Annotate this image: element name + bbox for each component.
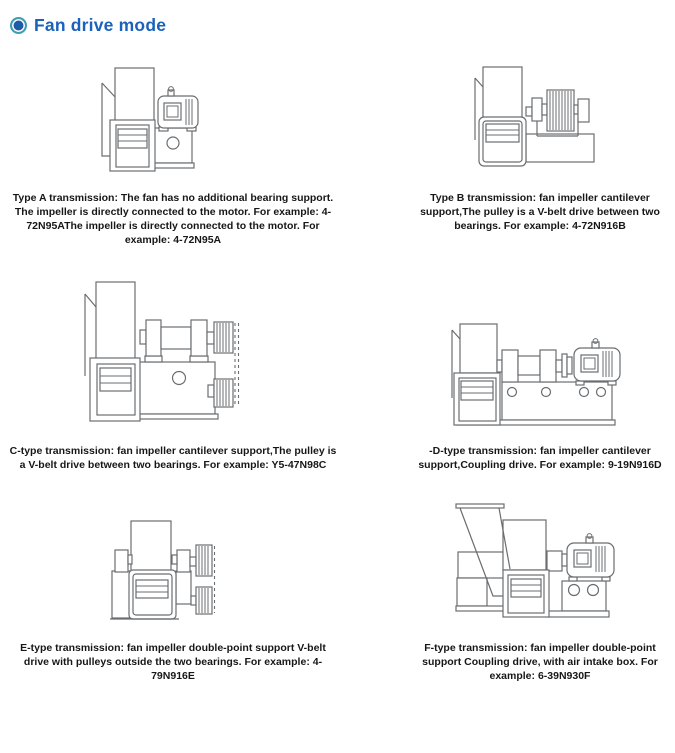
figure-type-c xyxy=(8,278,338,473)
type-c-diagram xyxy=(73,278,273,438)
type-b-diagram xyxy=(450,60,630,185)
type-d-caption: -D-type transmission: fan impeller cantilever support,Coupling drive. For example: 9-19N916D xyxy=(418,445,662,471)
type-e-caption: E-type transmission: fan impeller double-point support V-belt drive with pulleys outside the two bearings. For example: 4-79N916E xyxy=(20,642,326,682)
type-d-diagram xyxy=(440,278,640,438)
section-header xyxy=(10,15,166,36)
type-e-diagram xyxy=(93,493,253,635)
type-f-coupling-intake-box-drawing xyxy=(445,493,635,635)
type-a-caption: Type A transmission: The fan has no additional bearing support. The impeller is directly connected to the motor. For example: 4-72N95AThe impeller is directly connected to the motor. For example: 4-72N95A xyxy=(12,192,334,246)
figure-type-a xyxy=(8,60,338,248)
figure-type-f xyxy=(415,493,665,684)
type-d-coupling-drawing xyxy=(440,308,640,438)
type-a-diagram xyxy=(88,60,258,185)
figure-type-b xyxy=(415,60,665,234)
type-b-vbelt-drawing xyxy=(450,60,630,185)
figure-type-d xyxy=(415,278,665,473)
type-f-caption: F-type transmission: fan impeller double-point support Coupling drive, with air intake box. For example: 6-39N930F xyxy=(422,642,658,682)
bullet-circle-icon xyxy=(10,17,27,34)
type-e-vbelt-drawing xyxy=(93,503,253,635)
type-a-direct-drive-drawing xyxy=(88,63,258,185)
figure-type-e xyxy=(8,493,338,684)
type-c-caption: C-type transmission: fan impeller cantilever support,The pulley is a V-belt drive between two bearings. For example: Y5-47N98C xyxy=(9,445,337,471)
type-f-diagram xyxy=(445,493,635,635)
type-b-caption: Type B transmission: fan impeller cantilever support,The pulley is a V-belt drive between two bearings. For example: 4-72N916B xyxy=(420,192,660,232)
page-title: Fan drive mode xyxy=(34,15,167,35)
type-c-vbelt-drawing xyxy=(73,278,273,438)
